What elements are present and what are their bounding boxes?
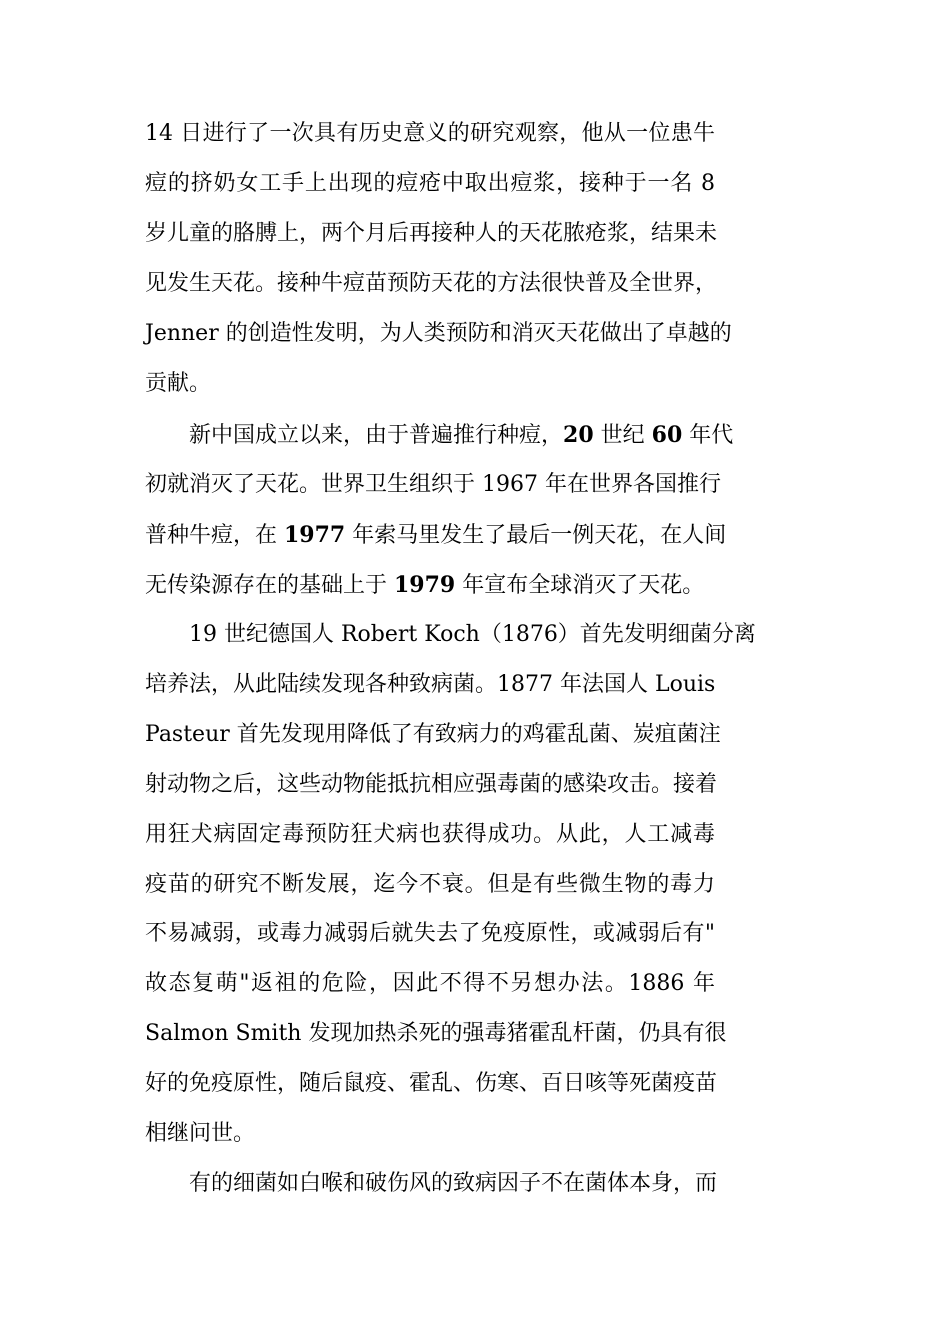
text-run: 新中国成立以来，由于普遍推行种痘， (189, 423, 564, 448)
text-line (145, 515, 727, 555)
text-line: Jenner 的创造性发明，为人类预防和消灭天花做出了卓越的 (145, 321, 732, 346)
text-line: 14 日进行了一次具有历史意义的研究观察，他从一位患牛 (145, 121, 715, 146)
bold-number: 60 (651, 422, 683, 448)
text-run: 普种牛痘，在 (145, 523, 284, 548)
text-line: 见发生天花。接种牛痘苗预防天花的方法很快普及全世界， (145, 271, 718, 296)
text-run: 年索马里发生了最后一例天花，在人间 (345, 523, 727, 548)
text-line: 有的细菌如白喉和破伤风的致病因子不在菌体本身，而 (189, 1171, 718, 1196)
text-run: 无传染源存在的基础上于 (145, 573, 394, 598)
bold-number: 1977 (284, 522, 346, 548)
text-line: 不易减弱，或毒力减弱后就失去了免疫原性，或减弱后有" (145, 921, 715, 946)
text-line (145, 565, 715, 605)
bold-number: 20 (563, 422, 594, 448)
text-line (189, 415, 734, 455)
text-line: Salmon Smith 发现加热杀死的强毒猪霍乱杆菌，仍具有很 (145, 1021, 727, 1046)
text-line: 贡献。 (145, 371, 212, 396)
text-line: 19 世纪德国人 Robert Koch（1876）首先发明细菌分离 (189, 622, 756, 647)
text-line: 疫苗的研究不断发展，迄今不衰。但是有些微生物的毒力 (145, 872, 715, 897)
text-line: 痘的挤奶女工手上出现的痘疮中取出痘浆，接种于一名 8 (145, 171, 715, 196)
text-line: 故态复萌"返祖的危险，因此不得不另想办法。1886 年 (145, 971, 715, 996)
text-line: 用狂犬病固定毒预防狂犬病也获得成功。从此，人工减毒 (145, 822, 715, 847)
text-line: Pasteur 首先发现用降低了有致病力的鸡霍乱菌、炭疽菌注 (145, 722, 721, 747)
bold-number: 1979 (394, 572, 456, 598)
text-line: 好的免疫原性，随后鼠疫、霍乱、伤寒、百日咳等死菌疫苗 (145, 1071, 718, 1096)
text-line: 相继问世。 (145, 1121, 256, 1146)
text-run: 年宣布全球消灭了天花。 (455, 573, 705, 598)
text-line: 射动物之后，这些动物能抵抗相应强毒菌的感染攻击。接着 (145, 772, 718, 797)
text-line: 初就消灭了天花。世界卫生组织于 1967 年在世界各国推行 (145, 472, 721, 497)
text-line: 培养法，从此陆续发现各种致病菌。1877 年法国人 Louis (145, 672, 716, 697)
text-run: 年代 (682, 423, 734, 448)
text-run: 世纪 (593, 423, 652, 448)
text-line: 岁儿童的胳膊上，两个月后再接种人的天花脓疮浆，结果未 (145, 221, 718, 246)
